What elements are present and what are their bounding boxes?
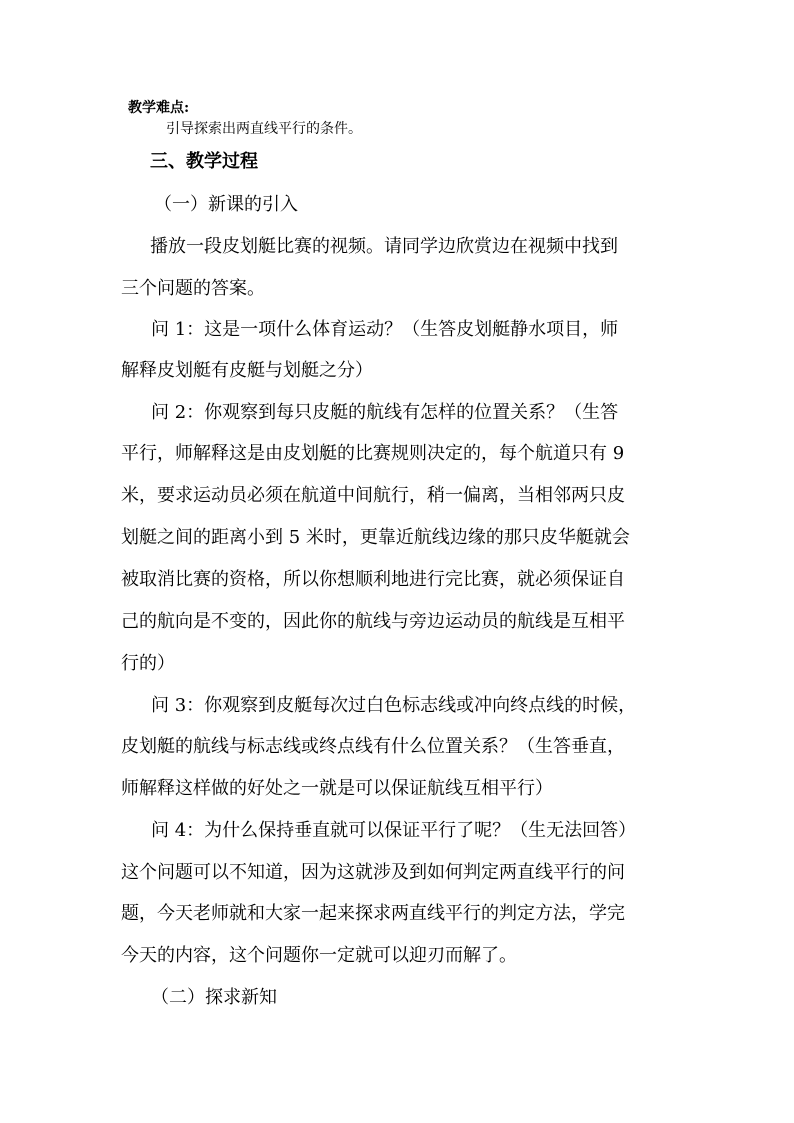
paragraph-line: 问 3：你观察到皮艇每次过白色标志线或冲向终点线的时候，	[151, 695, 637, 716]
part-title: （二）探求新知	[151, 987, 277, 1008]
paragraph-line: 今天的内容，这个问题你一定就可以迎刃而解了。	[121, 945, 517, 966]
paragraph-line: 播放一段皮划艇比赛的视频。请同学边欣赏边在视频中找到	[150, 236, 618, 257]
paragraph-line: 己的航向是不变的，因此你的航线与旁边运动员的航线是互相平	[121, 611, 625, 632]
paragraph-line: 皮划艇的航线与标志线或终点线有什么位置关系？（生答垂直，	[121, 736, 625, 757]
paragraph-line: 题，今天老师就和大家一起来探求两直线平行的判定方法，学完	[121, 903, 625, 924]
paragraph-line: 解释皮划艇有皮艇与划艇之分）	[121, 360, 373, 381]
paragraph-line: 三个问题的答案。	[121, 278, 265, 299]
section-title: 三、教学过程	[150, 151, 258, 172]
difficulty-label: 教学难点:	[128, 100, 190, 116]
paragraph-line: 划艇之间的距离小到 5 米时，更靠近航线边缘的那只皮华艇就会	[121, 527, 630, 548]
paragraph-line: 行的）	[121, 653, 175, 674]
part-title: （一）新课的引入	[154, 194, 298, 215]
paragraph-line: 问 2：你观察到每只皮艇的航线有怎样的位置关系？（生答	[151, 402, 619, 423]
paragraph-line: 问 1：这是一项什么体育运动？（生答皮划艇静水项目，师	[151, 319, 619, 340]
paragraph-line: 被取消比赛的资格，所以你想顺利地进行完比赛，就必须保证自	[121, 569, 625, 590]
paragraph-line: 米，要求运动员必须在航道中间航行，稍一偏离，当相邻两只皮	[121, 485, 625, 506]
paragraph-line: 平行，师解释这是由皮划艇的比赛规则决定的，每个航道只有 9	[121, 443, 625, 464]
difficulty-text: 引导探索出两直线平行的条件。	[166, 121, 362, 137]
paragraph-line: 问 4：为什么保持垂直就可以保证平行了呢？（生无法回答）	[151, 820, 637, 841]
paragraph-line: 师解释这样做的好处之一就是可以保证航线互相平行）	[121, 778, 553, 799]
paragraph-line: 这个问题可以不知道，因为这就涉及到如何判定两直线平行的问	[121, 862, 625, 883]
